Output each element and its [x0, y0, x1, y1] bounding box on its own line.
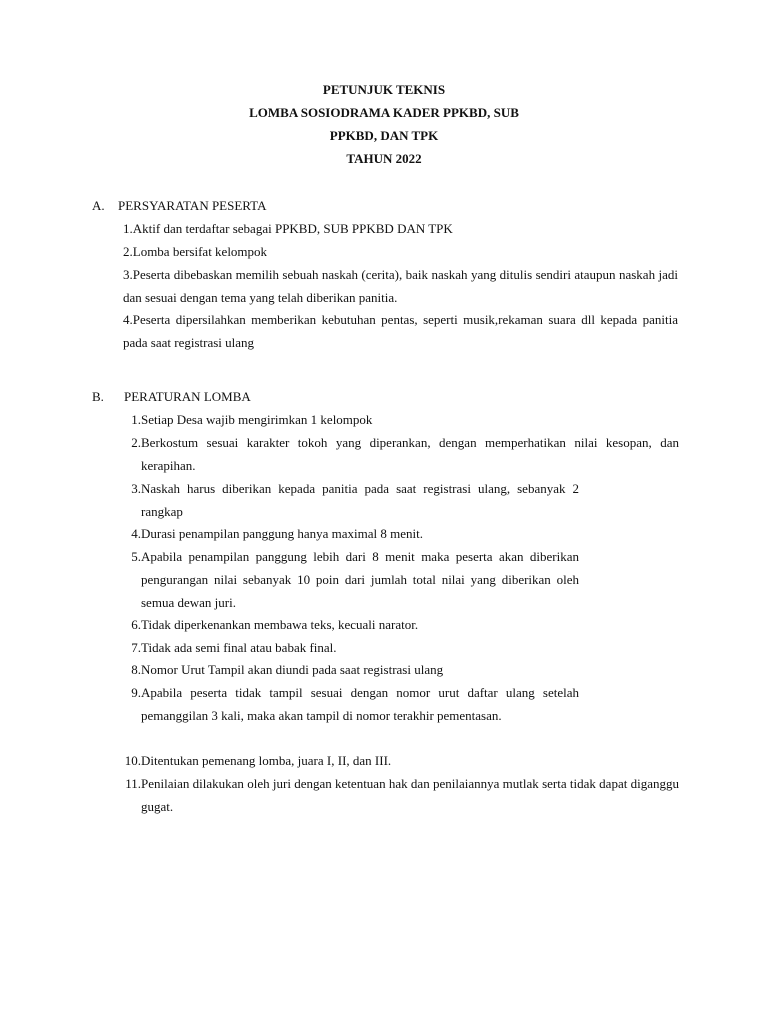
section-a-heading [92, 198, 266, 214]
rule-number: 6. [131, 617, 141, 632]
title-line-3: PPKBD, DAN TPK [329, 128, 439, 143]
section-b-title: PERATURAN LOMBA [124, 389, 251, 404]
rule-item [117, 431, 679, 477]
section-a-title: PERSYARATAN PESERTA [118, 198, 267, 213]
section-a-item-1: 1.Aktif dan terdaftar sebagai PPKBD, SUB PPKBD DAN TPK [123, 221, 453, 236]
rule-item [117, 613, 679, 636]
rule-text: Tidak diperkenankan membawa teks, kecuali narator. [141, 617, 419, 632]
rule-number: 3. [131, 481, 141, 496]
rule-item [117, 681, 679, 727]
section-a-item-4: 4.Peserta dipersilahkan memberikan kebutuhan pentas, seperti musik,rekaman suara dll kepada panitia pada saat registrasi ulang [123, 312, 678, 350]
rule-text: Berkostum sesuai karakter tokoh yang diperankan, dengan memperhatikan nilai kesopan, dan kerapihan. [141, 435, 679, 473]
rule-item [117, 749, 679, 772]
rule-text: Setiap Desa wajib mengirimkan 1 kelompok [141, 412, 373, 427]
rule-number: 7. [131, 640, 141, 655]
rule-text: Tidak ada semi final atau babak final. [141, 640, 337, 655]
rule-number: 2. [131, 435, 141, 450]
rule-number: 9. [131, 685, 141, 700]
rule-text: Durasi penampilan panggung hanya maximal 8 menit. [141, 526, 423, 541]
rule-number: 1. [131, 412, 141, 427]
rule-number: 5. [131, 549, 141, 564]
title-line-2: LOMBA SOSIODRAMA KADER PPKBD, SUB [249, 105, 519, 120]
rule-number: 4. [131, 526, 141, 541]
rule-text: Penilaian dilakukan oleh juri dengan ketentuan hak dan penilaiannya mutlak serta tidak dapat diganggu gugat. [141, 776, 679, 814]
rule-number: 11. [125, 776, 141, 791]
title-line-1: PETUNJUK TEKNIS [322, 82, 446, 97]
section-a-item-3: 3.Peserta dibebaskan memilih sebuah naskah (cerita), baik naskah yang ditulis sendiri ataupun naskah jadi dan sesuai dengan tema yang telah diberikan panitia. [123, 267, 678, 305]
rule-text: Nomor Urut Tampil akan diundi pada saat registrasi ulang [141, 662, 444, 677]
rule-text: Ditentukan pemenang lomba, juara I, II, dan III. [141, 753, 392, 768]
rule-text: Naskah harus diberikan kepada panitia pada saat registrasi ulang, sebanyak 2 rangkap [141, 481, 579, 519]
rule-number: 8. [131, 662, 141, 677]
rule-text: Apabila peserta tidak tampil sesuai dengan nomor urut daftar ulang setelah pemanggilan 3 kali, maka akan tampil di nomor terakhir pementasan. [141, 685, 579, 723]
rule-item [117, 545, 679, 614]
section-a-letter: A. [92, 198, 105, 213]
rule-item [117, 772, 679, 818]
title-line-4: TAHUN 2022 [346, 151, 422, 166]
rule-item [117, 658, 679, 681]
rule-item [117, 522, 679, 545]
rule-item [117, 636, 679, 659]
rule-item [117, 408, 679, 431]
section-b-letter: B. [92, 389, 104, 404]
section-b-heading [92, 389, 251, 405]
section-a-item-2: 2.Lomba bersifat kelompok [123, 244, 268, 259]
rule-number: 10. [124, 753, 141, 768]
document-title [0, 82, 768, 174]
rule-item [117, 477, 679, 523]
rule-text: Apabila penampilan panggung lebih dari 8 menit maka peserta akan diberikan pengurangan nilai sebanyak 10 poin dari jumlah total nilai yang diberikan oleh semua dewan juri. [141, 549, 579, 610]
